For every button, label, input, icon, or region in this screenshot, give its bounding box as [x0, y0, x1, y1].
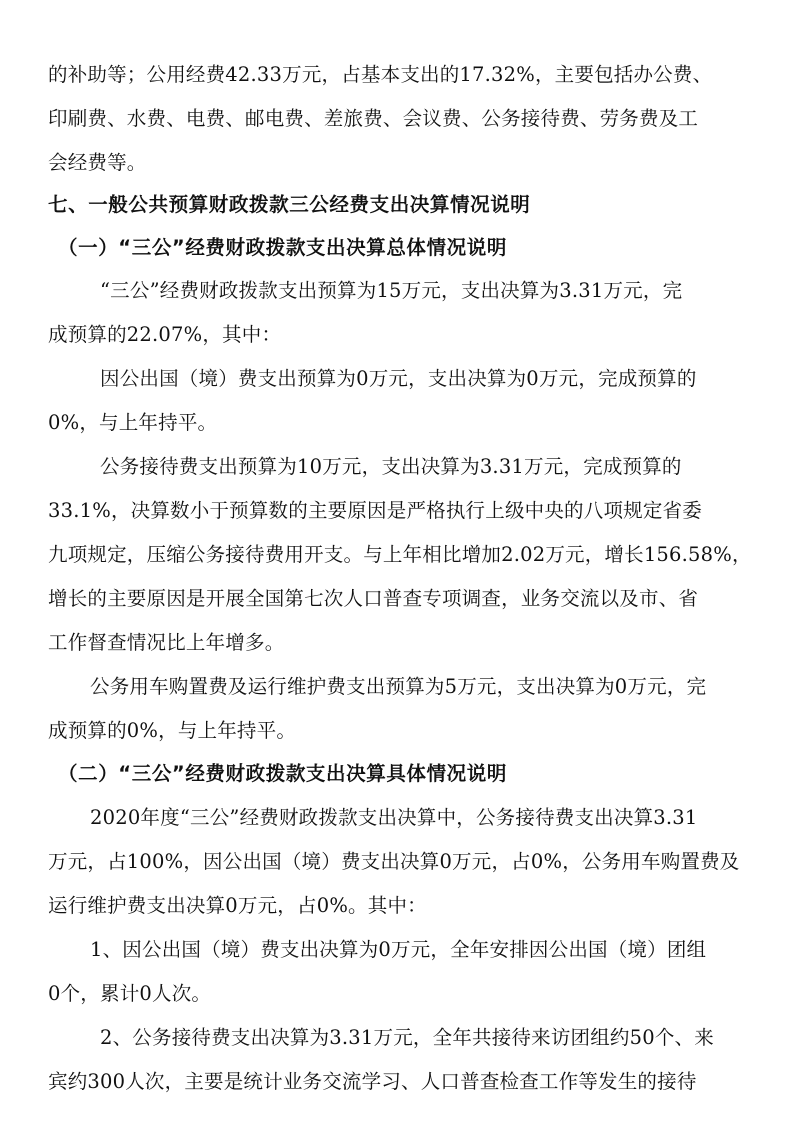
paragraph-line: 成预算的0%，与上年持平。: [48, 719, 297, 742]
paragraph-line: 会经费等。: [48, 151, 147, 174]
section-heading: 七、一般公共预算财政拨款三公经费支出决算情况说明: [48, 193, 531, 216]
paragraph-line: 33.1%，决算数小于预算数的主要原因是严格执行上级中央的八项规定省委: [48, 499, 702, 522]
paragraph-line: “三公”经费财政拨款支出预算为15万元，支出决算为3.31万元，完: [100, 279, 683, 302]
paragraph-line: 工作督查情况比上年增多。: [48, 631, 285, 654]
paragraph-line: 的补助等；公用经费42.33万元，占基本支出的17.32%，主要包括办公费、: [48, 63, 713, 86]
paragraph-line: 九项规定，压缩公务接待费用开支。与上年相比增加2.02万元，增长156.58%，: [48, 543, 752, 566]
paragraph-line: 1、因公出国（境）费支出决算为0万元，全年安排因公出国（境）团组: [90, 938, 707, 961]
paragraph-line: 0个，累计0人次。: [48, 982, 212, 1005]
paragraph-line: 公务用车购置费及运行维护费支出预算为5万元，支出决算为0万元，完: [90, 675, 707, 698]
paragraph-line: 运行维护费支出决算0万元，占0%。其中：: [48, 894, 427, 917]
paragraph-line: 2020年度“三公”经费财政拨款支出决算中，公务接待费支出决算3.31: [90, 806, 698, 829]
paragraph-line: 成预算的22.07%，其中：: [48, 323, 282, 346]
paragraph-line: 公务接待费支出预算为10万元，支出决算为3.31万元，完成预算的: [100, 455, 682, 478]
paragraph-line: 印刷费、水费、电费、邮电费、差旅费、会议费、公务接待费、劳务费及工: [48, 107, 699, 130]
subsection-heading: （一）“三公”经费财政拨款支出决算总体情况说明: [58, 236, 507, 259]
paragraph-line: 增长的主要原因是开展全国第七次人口普查专项调查，业务交流以及市、省: [48, 587, 699, 610]
paragraph-line: 2、公务接待费支出决算为3.31万元，全年共接待来访团组约50个、来: [100, 1026, 714, 1049]
paragraph-line: 万元，占100%，因公出国（境）费支出决算0万元，占0%，公务用车购置费及: [48, 850, 740, 873]
subsection-heading: （二）“三公”经费财政拨款支出决算具体情况说明: [58, 762, 507, 785]
paragraph-line: 因公出国（境）费支出预算为0万元，支出决算为0万元，完成预算的: [100, 367, 697, 390]
paragraph-line: 宾约300人次，主要是统计业务交流学习、人口普查检查工作等发生的接待: [48, 1070, 697, 1093]
paragraph-line: 0%，与上年持平。: [48, 411, 218, 434]
